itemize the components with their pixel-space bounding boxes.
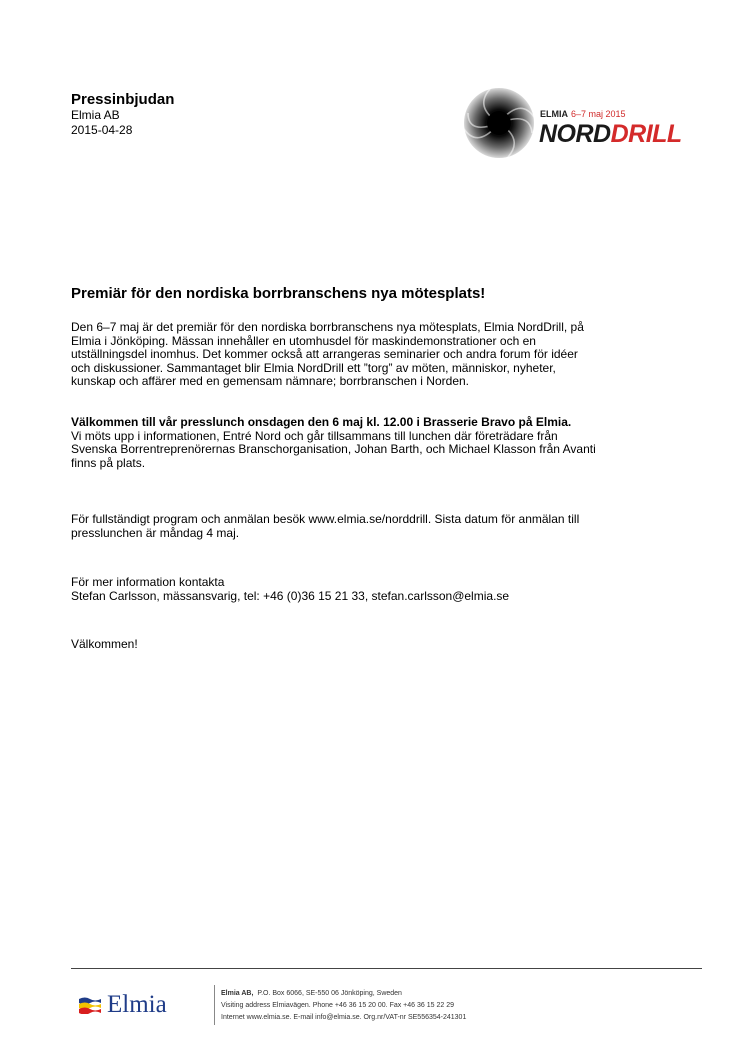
footer-address-line — [221, 988, 466, 1000]
footer-address-block — [221, 988, 466, 1024]
logo-wordmark — [539, 120, 682, 148]
footer-company: Elmia AB, — [221, 990, 254, 997]
logo-wordmark-nord: NORD — [539, 120, 611, 148]
intro-line: utställningsdel inomhus. Det kommer också att arrangeras seminarier och andra forum för idéer — [71, 347, 578, 361]
letter-header — [71, 91, 174, 138]
invite-line: Svenska Borrentreprenörernas Branschorganisation, Johan Barth, och Michael Klasson från Avanti — [71, 442, 596, 456]
drill-swirl-icon — [460, 83, 538, 163]
closing-paragraph — [71, 638, 676, 652]
contact-details: Stefan Carlsson, mässansvarig, tel: +46 (0)36 15 21 33, stefan.carlsson@elmia.se — [71, 588, 510, 603]
contact-heading: För mer information kontakta — [71, 575, 225, 589]
invite-paragraph — [71, 416, 676, 470]
footer-postal-address: P.O. Box 6066, SE-550 06 Jönköping, Sweden — [257, 990, 402, 997]
footer-separator — [214, 985, 215, 1025]
intro-paragraph — [71, 321, 676, 389]
logo-brand: ELMIA — [540, 109, 568, 119]
program-line: presslunchen är måndag 4 maj. — [71, 525, 240, 540]
document-date: 2015-04-28 — [71, 123, 133, 137]
press-headline: Premiär för den nordiska borrbranschens nya mötesplats! — [71, 285, 486, 302]
intro-line: och diskussioner. Sammantaget blir Elmia NordDrill ett ”torg” av möten, människor, nyheter, — [71, 360, 556, 375]
norddrill-logo — [460, 83, 680, 163]
program-paragraph — [71, 513, 676, 540]
invite-bold-line: Välkommen till vår presslunch onsdagen den 6 maj kl. 12.00 i Brasserie Bravo på Elmia. — [71, 415, 572, 429]
elmia-logo — [78, 993, 198, 1019]
intro-line: kunskap och affärer med en gemensam nämnare; borrbranschen i Norden. — [71, 374, 469, 388]
elmia-stripes-icon — [78, 996, 102, 1014]
sender-company: Elmia AB — [71, 108, 120, 122]
intro-line: Elmia i Jönköping. Mässan innehåller en utomhusdel för maskindemonstrationer och en — [71, 333, 536, 348]
logo-top-line — [540, 109, 626, 119]
logo-dates: 6–7 maj 2015 — [571, 109, 626, 119]
logo-wordmark-drill: DRILL — [610, 120, 682, 148]
elmia-wordmark: Elmia — [107, 991, 167, 1018]
contact-paragraph — [71, 576, 676, 603]
program-line: För fullständigt program och anmälan besök www.elmia.se/norddrill. Sista datum för anmälan till — [71, 512, 580, 526]
footer-divider — [71, 968, 702, 969]
invite-line: finns på plats. — [71, 455, 146, 470]
footer-internet-line: Internet www.elmia.se. E-mail info@elmia.se. Org.nr/VAT-nr SE556354-241301 — [221, 1014, 467, 1021]
document-type-title: Pressinbjudan — [71, 91, 175, 108]
intro-line: Den 6–7 maj är det premiär för den nordiska borrbranschens nya mötesplats, Elmia NordDrill, på — [71, 320, 584, 334]
closing-greeting: Välkommen! — [71, 637, 138, 651]
invite-line: Vi möts upp i informationen, Entré Nord och går tillsammans till lunchen där företrädare från — [71, 428, 558, 443]
footer-visiting-line: Visiting address Elmiavägen. Phone +46 36 15 20 00. Fax +46 36 15 22 29 — [221, 1002, 454, 1009]
